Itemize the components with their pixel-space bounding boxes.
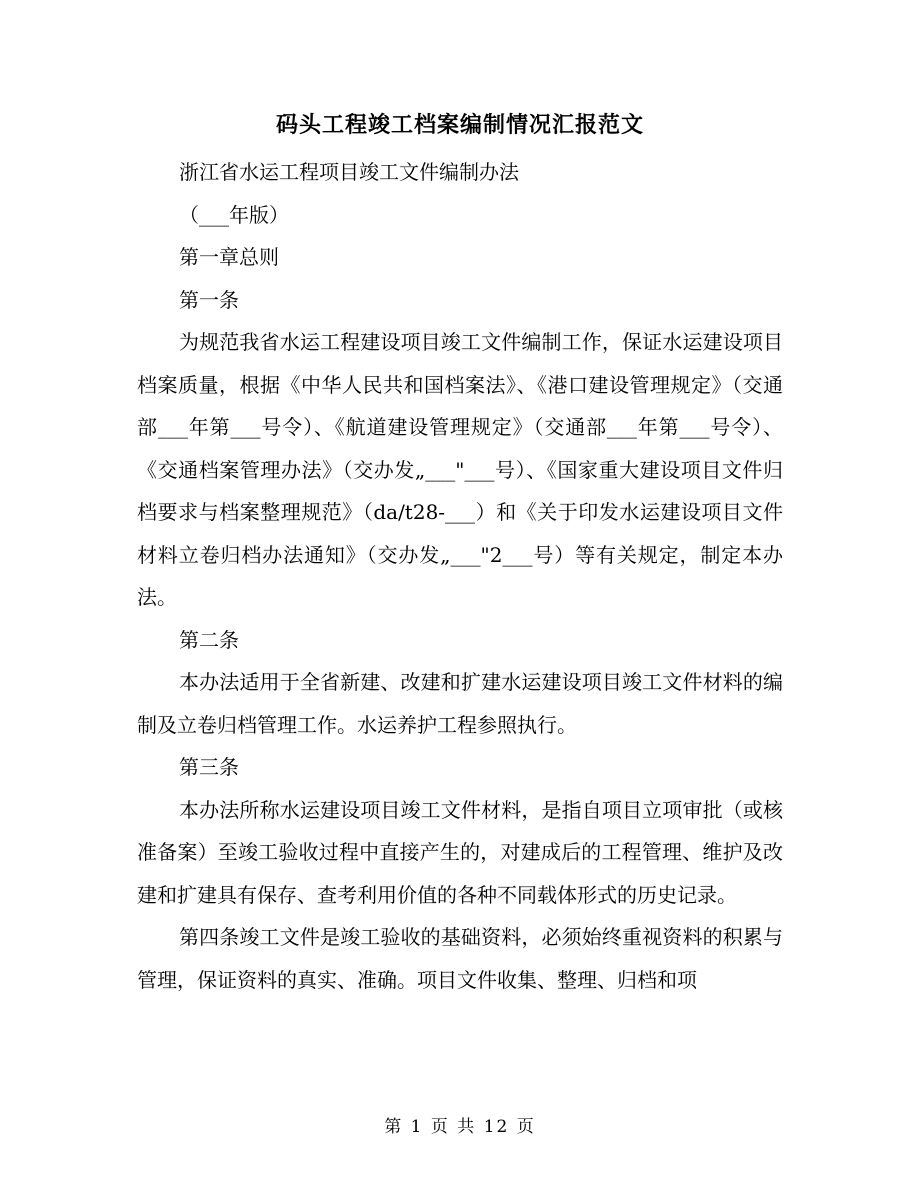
paragraph-subtitle: 浙江省水运工程项目竣工文件编制办法	[179, 160, 519, 184]
paragraph-article-4: 第四条竣工文件是竣工验收的基础资料，必须始终重视资料的积累与管理，保证资料的真实、准确。项目文件收集、整理、归档和项	[137, 925, 783, 992]
paragraph-edition: （___年版）	[179, 202, 289, 227]
paragraph-article-3-body: 本办法所称水运建设项目竣工文件材料，是指自项目立项审批（或核准备案）至竣工验收过程中直接产生的，对建成后的工程管理、维护及改建和扩建具有保存、查考利用价值的各种不同载体形式的历史记录。	[137, 797, 783, 907]
paragraph-article-1-body: 为规范我省水运工程建设项目竣工文件编制工作，保证水运建设项目档案质量，根据《中华人民共和国档案法》、《港口建设管理规定》（交通部___年第___号令）、《航道建设管理规定》（交通部___年第___号令）、《交通档案管理办法》（交办发„___"___号）、《国家重大建设项目文件归档要求与档案整理规范》（da/t28-___）和《关于印发水运建设项目文件材料立卷归档办法通知》（交办发„___"2___号）等有关规定，制定本办法。	[137, 330, 783, 609]
paragraph-article-1-heading: 第一条	[179, 287, 239, 312]
document-body	[137, 151, 783, 1001]
document-title: 码头工程竣工档案编制情况汇报范文	[275, 112, 644, 138]
paragraph-article-3-heading: 第三条	[179, 755, 239, 779]
page-number-footer: 第 1 页 共 12 页	[384, 1117, 536, 1137]
paragraph-article-2-heading: 第二条	[179, 627, 239, 652]
paragraph-chapter-heading: 第一章总则	[179, 245, 279, 269]
paragraph-article-2-body: 本办法适用于全省新建、改建和扩建水运建设项目竣工文件材料的编制及立卷归档管理工作。水运养护工程参照执行。	[137, 670, 783, 737]
